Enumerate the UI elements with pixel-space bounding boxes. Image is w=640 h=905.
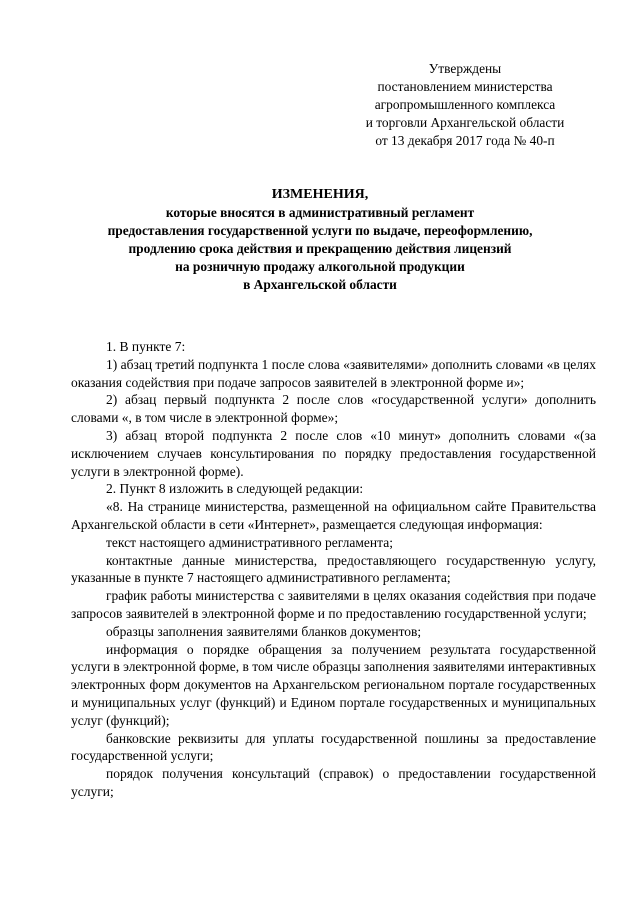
title-line-3: продлению срока действия и прекращению действия лицензий [128,241,512,256]
paragraph-9: график работы министерства с заявителями в целях оказания содействия при подаче запросов заявителей в электронной форме и по предоставлению государственной услуги; [71,588,596,621]
paragraph-11: информация о порядке обращения за получением результата государственной услуги в электронной форме, в том числе образцы заполнения заявителями интерактивных электронных форм документов на Архангельском региональном портале государственных и муниципальных услуг (функций) и Едином портале государственных и муниципальных услуг (функций); [71,641,596,728]
title-line-2: предоставления государственной услуги по выдаче, переоформлению, [107,223,533,238]
document-body [71,338,596,801]
paragraph-8: контактные данные министерства, предоставляющего государственную услугу, указанные в пункте 7 настоящего административного регламента; [71,552,596,586]
approval-line-3: агропромышленного комплекса [374,97,556,112]
paragraph-13: порядок получения консультаций (справок) о предоставлении государственной услуги; [71,766,596,799]
approval-stamp [340,60,590,150]
paragraph-7: текст настоящего административного регламента; [106,534,393,550]
paragraph-10: образцы заполнения заявителями бланков документов; [106,623,422,639]
paragraph-5: 2. Пункт 8 изложить в следующей редакции: [106,481,364,497]
approval-line-2: постановлением министерства [377,79,553,94]
paragraph-12: банковские реквизиты для уплаты государственной пошлины за предоставление государственной услуги; [71,730,596,764]
paragraph-6: «8. На странице министерства, размещенной на официальном сайте Правительства Архангельской области в сети «Интернет», размещается следующая информация: [71,499,596,532]
approval-line-4: и торговли Архангельской области [365,115,565,130]
approval-line-1: Утверждены [428,61,502,76]
title-line-5: в Архангельской области [243,277,397,292]
title-line-1: которые вносятся в административный регламент [165,205,475,220]
paragraph-3: 2) абзац первый подпункта 2 после слов «государственной услуги» дополнить словами «, в том числе в электронной форме»; [71,392,596,426]
paragraph-4: 3) абзац второй подпункта 2 после слов «10 минут» дополнить словами «(за исключением случаев консультирования по порядку предоставления государственной услуги в электронной форме). [71,427,596,479]
document-title [70,186,570,294]
paragraph-2: 1) абзац третий подпункта 1 после слова «заявителями» дополнить словами «в целях оказания содействия при подаче запросов заявителей в электронной форме и»; [71,356,596,390]
title-line-4: на розничную продажу алкогольной продукции [175,259,465,274]
title-main: ИЗМЕНЕНИЯ, [271,187,369,202]
paragraph-1: 1. В пункте 7: [106,339,186,354]
approval-line-5: от 13 декабря 2017 года № 40-п [375,133,555,148]
